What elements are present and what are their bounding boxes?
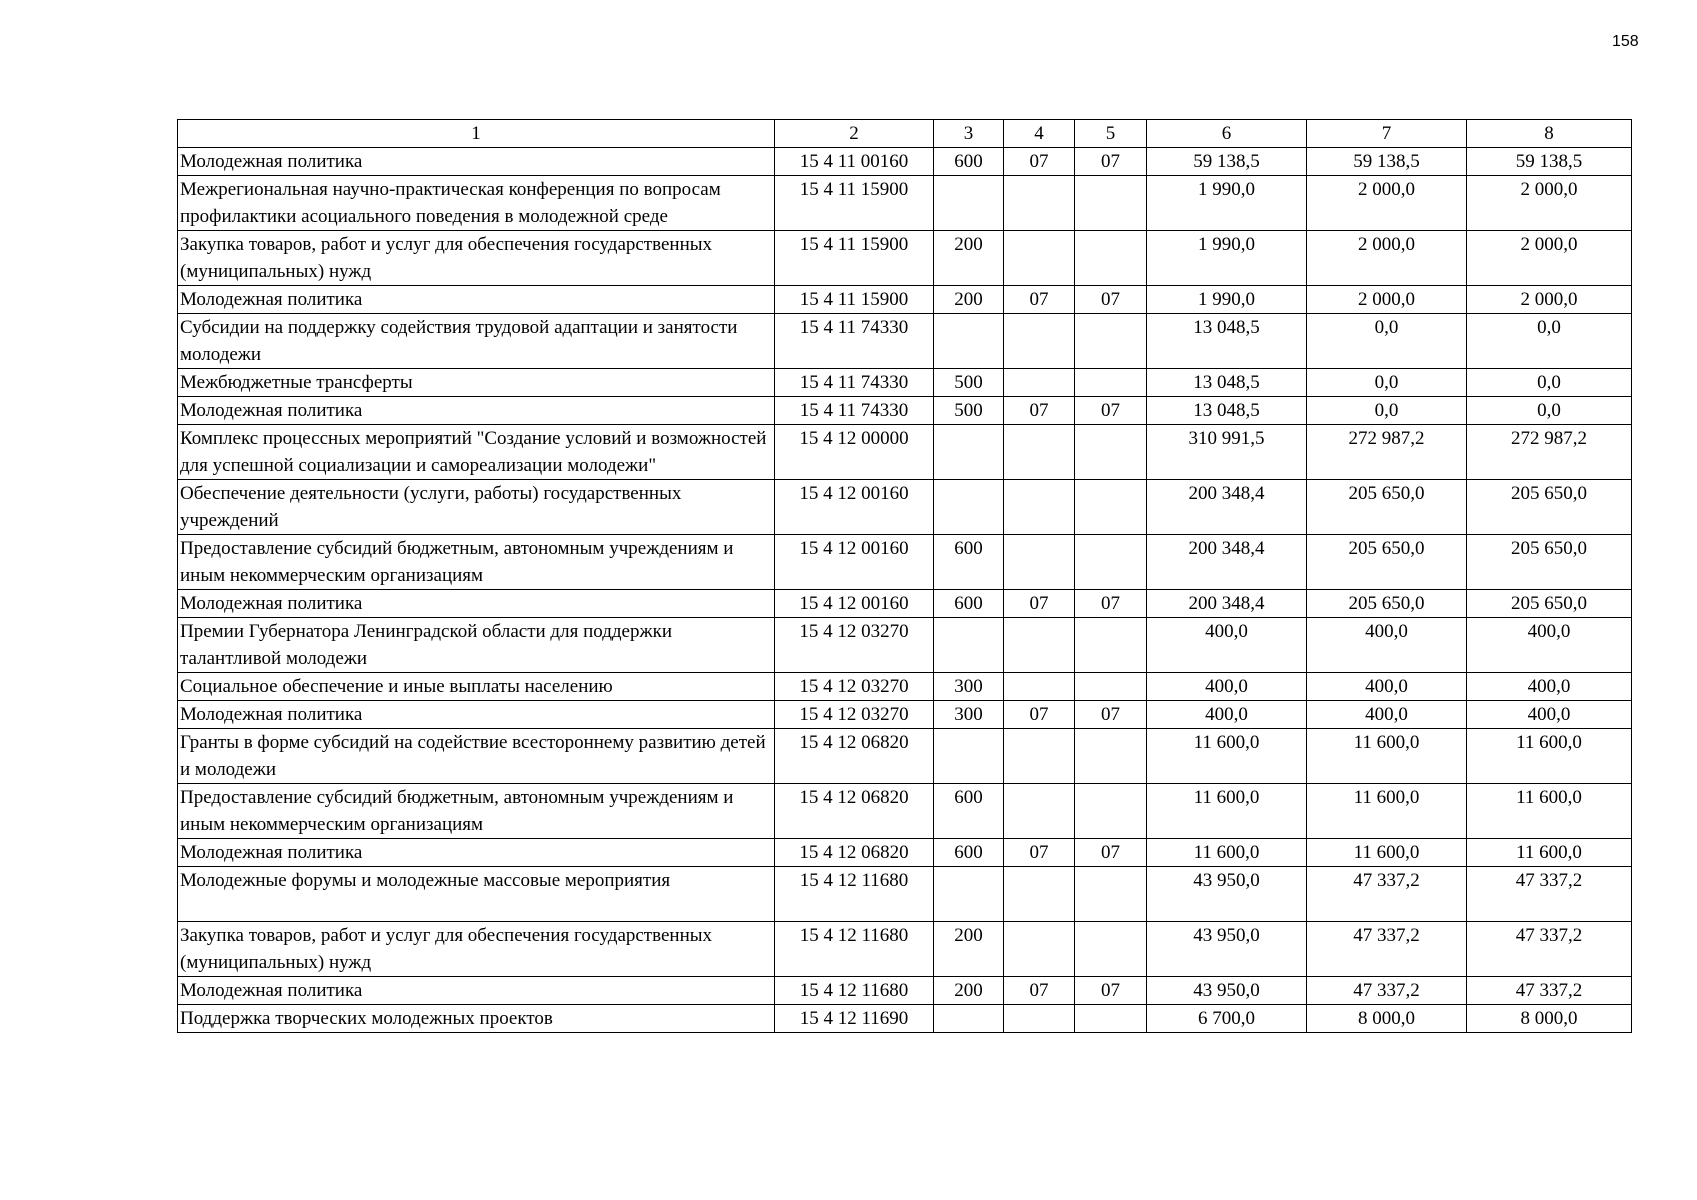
row-code-cell: 15 4 12 06820 <box>775 839 934 867</box>
row-value8-cell: 2 000,0 <box>1467 231 1632 286</box>
row-value8-cell: 11 600,0 <box>1467 839 1632 867</box>
row-code-cell: 15 4 11 00160 <box>775 148 934 176</box>
row-col4-cell <box>1004 231 1075 286</box>
row-col4-cell: 07 <box>1004 590 1075 618</box>
row-value6-cell: 43 950,0 <box>1147 922 1307 977</box>
row-name-cell: Предоставление субсидий бюджетным, автономным учреждениям и иным некоммерческим организациям <box>178 535 775 590</box>
row-col5-cell: 07 <box>1075 701 1147 729</box>
row-col4-cell <box>1004 784 1075 839</box>
row-col3-cell: 500 <box>934 397 1004 425</box>
row-col3-cell <box>934 480 1004 535</box>
row-col4-cell <box>1004 480 1075 535</box>
row-value7-cell: 11 600,0 <box>1307 729 1467 784</box>
row-code-cell: 15 4 11 74330 <box>775 314 934 369</box>
row-col4-cell: 07 <box>1004 977 1075 1005</box>
row-value6-cell: 43 950,0 <box>1147 867 1307 922</box>
row-name-cell: Социальное обеспечение и иные выплаты населению <box>178 673 775 701</box>
table-row <box>178 977 1632 1005</box>
row-code-cell: 15 4 11 15900 <box>775 231 934 286</box>
row-value7-cell: 272 987,2 <box>1307 425 1467 480</box>
row-value7-cell: 0,0 <box>1307 397 1467 425</box>
row-col4-cell <box>1004 535 1075 590</box>
row-value7-cell: 400,0 <box>1307 673 1467 701</box>
row-col4-cell <box>1004 922 1075 977</box>
row-col5-cell <box>1075 673 1147 701</box>
row-value6-cell: 1 990,0 <box>1147 176 1307 231</box>
row-value8-cell: 2 000,0 <box>1467 286 1632 314</box>
row-value6-cell: 13 048,5 <box>1147 397 1307 425</box>
row-value8-cell: 0,0 <box>1467 369 1632 397</box>
row-col5-cell <box>1075 1005 1147 1033</box>
row-col4-cell <box>1004 867 1075 922</box>
row-col4-cell <box>1004 729 1075 784</box>
row-col3-cell: 600 <box>934 784 1004 839</box>
row-col3-cell <box>934 618 1004 673</box>
row-value7-cell: 205 650,0 <box>1307 535 1467 590</box>
row-col4-cell <box>1004 618 1075 673</box>
row-value8-cell: 47 337,2 <box>1467 867 1632 922</box>
row-value7-cell: 47 337,2 <box>1307 922 1467 977</box>
table-row <box>178 867 1632 922</box>
column-header: 2 <box>775 120 934 148</box>
row-code-cell: 15 4 12 11690 <box>775 1005 934 1033</box>
row-col3-cell: 600 <box>934 590 1004 618</box>
row-col3-cell <box>934 867 1004 922</box>
row-name-cell: Молодежная политика <box>178 701 775 729</box>
row-col5-cell <box>1075 535 1147 590</box>
row-col5-cell <box>1075 480 1147 535</box>
row-col5-cell <box>1075 922 1147 977</box>
row-value7-cell: 0,0 <box>1307 314 1467 369</box>
row-name-cell: Гранты в форме субсидий на содействие всестороннему развитию детей и молодежи <box>178 729 775 784</box>
row-col5-cell: 07 <box>1075 839 1147 867</box>
row-value6-cell: 310 991,5 <box>1147 425 1307 480</box>
row-col3-cell: 200 <box>934 922 1004 977</box>
row-col3-cell: 300 <box>934 673 1004 701</box>
row-col5-cell: 07 <box>1075 397 1147 425</box>
table-row <box>178 286 1632 314</box>
row-code-cell: 15 4 11 15900 <box>775 286 934 314</box>
row-value8-cell: 47 337,2 <box>1467 922 1632 977</box>
row-col5-cell: 07 <box>1075 286 1147 314</box>
table-row <box>178 729 1632 784</box>
row-name-cell: Молодежная политика <box>178 397 775 425</box>
row-name-cell: Межрегиональная научно-практическая конференция по вопросам профилактики асоциального поведения в молодежной среде <box>178 176 775 231</box>
row-col3-cell <box>934 314 1004 369</box>
table-row <box>178 701 1632 729</box>
row-col3-cell: 600 <box>934 839 1004 867</box>
row-value6-cell: 11 600,0 <box>1147 839 1307 867</box>
row-col3-cell <box>934 176 1004 231</box>
row-col3-cell: 200 <box>934 977 1004 1005</box>
row-col5-cell: 07 <box>1075 590 1147 618</box>
row-col4-cell: 07 <box>1004 397 1075 425</box>
row-value6-cell: 59 138,5 <box>1147 148 1307 176</box>
row-value6-cell: 200 348,4 <box>1147 480 1307 535</box>
table-row <box>178 784 1632 839</box>
table-row <box>178 618 1632 673</box>
row-col4-cell <box>1004 1005 1075 1033</box>
table-row <box>178 231 1632 286</box>
column-header: 3 <box>934 120 1004 148</box>
column-header: 4 <box>1004 120 1075 148</box>
row-col4-cell: 07 <box>1004 286 1075 314</box>
row-col4-cell <box>1004 314 1075 369</box>
table-row <box>178 397 1632 425</box>
row-value6-cell: 43 950,0 <box>1147 977 1307 1005</box>
row-code-cell: 15 4 12 11680 <box>775 922 934 977</box>
column-header: 7 <box>1307 120 1467 148</box>
row-value7-cell: 2 000,0 <box>1307 231 1467 286</box>
row-value7-cell: 2 000,0 <box>1307 176 1467 231</box>
row-name-cell: Закупка товаров, работ и услуг для обеспечения государственных (муниципальных) нужд <box>178 231 775 286</box>
row-col4-cell <box>1004 176 1075 231</box>
row-value8-cell: 0,0 <box>1467 314 1632 369</box>
row-value8-cell: 2 000,0 <box>1467 176 1632 231</box>
row-value7-cell: 2 000,0 <box>1307 286 1467 314</box>
row-col3-cell: 500 <box>934 369 1004 397</box>
row-value6-cell: 6 700,0 <box>1147 1005 1307 1033</box>
row-value8-cell: 400,0 <box>1467 673 1632 701</box>
row-value6-cell: 11 600,0 <box>1147 729 1307 784</box>
row-code-cell: 15 4 12 03270 <box>775 673 934 701</box>
row-value6-cell: 1 990,0 <box>1147 286 1307 314</box>
row-col3-cell: 600 <box>934 535 1004 590</box>
row-name-cell: Молодежная политика <box>178 286 775 314</box>
row-value8-cell: 205 650,0 <box>1467 480 1632 535</box>
row-col5-cell <box>1075 618 1147 673</box>
row-name-cell: Молодежная политика <box>178 839 775 867</box>
row-name-cell: Молодежные форумы и молодежные массовые мероприятия <box>178 867 775 922</box>
row-col3-cell: 200 <box>934 286 1004 314</box>
row-value6-cell: 200 348,4 <box>1147 535 1307 590</box>
row-value8-cell: 47 337,2 <box>1467 977 1632 1005</box>
row-value8-cell: 400,0 <box>1467 701 1632 729</box>
row-value6-cell: 11 600,0 <box>1147 784 1307 839</box>
row-name-cell: Субсидии на поддержку содействия трудовой адаптации и занятости молодежи <box>178 314 775 369</box>
row-code-cell: 15 4 12 00160 <box>775 535 934 590</box>
table-row <box>178 839 1632 867</box>
row-col5-cell <box>1075 176 1147 231</box>
row-col3-cell: 300 <box>934 701 1004 729</box>
table-row <box>178 369 1632 397</box>
row-col3-cell <box>934 729 1004 784</box>
row-value7-cell: 11 600,0 <box>1307 784 1467 839</box>
row-code-cell: 15 4 12 11680 <box>775 867 934 922</box>
row-code-cell: 15 4 12 00160 <box>775 590 934 618</box>
row-value8-cell: 272 987,2 <box>1467 425 1632 480</box>
table-row <box>178 590 1632 618</box>
row-col5-cell <box>1075 369 1147 397</box>
row-value8-cell: 11 600,0 <box>1467 729 1632 784</box>
page-number: 158 <box>1612 33 1639 50</box>
row-col3-cell: 600 <box>934 148 1004 176</box>
column-header: 6 <box>1147 120 1307 148</box>
table-row <box>178 176 1632 231</box>
row-name-cell: Поддержка творческих молодежных проектов <box>178 1005 775 1033</box>
row-col4-cell: 07 <box>1004 839 1075 867</box>
row-name-cell: Премии Губернатора Ленинградской области для поддержки талантливой молодежи <box>178 618 775 673</box>
table-row <box>178 922 1632 977</box>
row-col5-cell <box>1075 729 1147 784</box>
row-code-cell: 15 4 12 11680 <box>775 977 934 1005</box>
row-value7-cell: 0,0 <box>1307 369 1467 397</box>
row-code-cell: 15 4 11 74330 <box>775 397 934 425</box>
row-col4-cell <box>1004 369 1075 397</box>
row-value7-cell: 59 138,5 <box>1307 148 1467 176</box>
column-header: 5 <box>1075 120 1147 148</box>
row-value8-cell: 11 600,0 <box>1467 784 1632 839</box>
row-col4-cell <box>1004 425 1075 480</box>
row-code-cell: 15 4 11 15900 <box>775 176 934 231</box>
row-value7-cell: 400,0 <box>1307 618 1467 673</box>
row-col5-cell <box>1075 425 1147 480</box>
row-value8-cell: 0,0 <box>1467 397 1632 425</box>
table-body <box>178 148 1632 1033</box>
row-name-cell: Предоставление субсидий бюджетным, автономным учреждениям и иным некоммерческим организациям <box>178 784 775 839</box>
table-row <box>178 535 1632 590</box>
budget-table <box>177 119 1632 1033</box>
row-name-cell: Обеспечение деятельности (услуги, работы) государственных учреждений <box>178 480 775 535</box>
header-row <box>178 120 1632 148</box>
row-code-cell: 15 4 12 06820 <box>775 784 934 839</box>
row-value6-cell: 400,0 <box>1147 618 1307 673</box>
row-value6-cell: 13 048,5 <box>1147 369 1307 397</box>
row-col5-cell: 07 <box>1075 977 1147 1005</box>
row-value7-cell: 47 337,2 <box>1307 867 1467 922</box>
row-value6-cell: 400,0 <box>1147 701 1307 729</box>
row-value6-cell: 1 990,0 <box>1147 231 1307 286</box>
row-value6-cell: 400,0 <box>1147 673 1307 701</box>
row-code-cell: 15 4 12 03270 <box>775 618 934 673</box>
row-name-cell: Молодежная политика <box>178 148 775 176</box>
row-name-cell: Молодежная политика <box>178 590 775 618</box>
row-name-cell: Межбюджетные трансферты <box>178 369 775 397</box>
row-value8-cell: 400,0 <box>1467 618 1632 673</box>
column-header: 8 <box>1467 120 1632 148</box>
table-row <box>178 1005 1632 1033</box>
row-value7-cell: 47 337,2 <box>1307 977 1467 1005</box>
row-col3-cell <box>934 425 1004 480</box>
row-code-cell: 15 4 12 06820 <box>775 729 934 784</box>
row-value7-cell: 8 000,0 <box>1307 1005 1467 1033</box>
row-code-cell: 15 4 12 03270 <box>775 701 934 729</box>
row-value8-cell: 59 138,5 <box>1467 148 1632 176</box>
row-code-cell: 15 4 11 74330 <box>775 369 934 397</box>
row-value7-cell: 205 650,0 <box>1307 480 1467 535</box>
row-col5-cell: 07 <box>1075 148 1147 176</box>
table-row <box>178 425 1632 480</box>
row-col3-cell <box>934 1005 1004 1033</box>
column-header: 1 <box>178 120 775 148</box>
row-value7-cell: 11 600,0 <box>1307 839 1467 867</box>
row-name-cell: Комплекс процессных мероприятий "Создание условий и возможностей для успешной социализации и самореализации молодежи" <box>178 425 775 480</box>
row-value6-cell: 13 048,5 <box>1147 314 1307 369</box>
row-value6-cell: 200 348,4 <box>1147 590 1307 618</box>
table-row <box>178 148 1632 176</box>
row-col3-cell: 200 <box>934 231 1004 286</box>
row-col4-cell: 07 <box>1004 701 1075 729</box>
row-value8-cell: 205 650,0 <box>1467 590 1632 618</box>
row-col5-cell <box>1075 314 1147 369</box>
table-row <box>178 673 1632 701</box>
row-code-cell: 15 4 12 00000 <box>775 425 934 480</box>
table-row <box>178 314 1632 369</box>
row-value8-cell: 205 650,0 <box>1467 535 1632 590</box>
row-name-cell: Закупка товаров, работ и услуг для обеспечения государственных (муниципальных) нужд <box>178 922 775 977</box>
row-value8-cell: 8 000,0 <box>1467 1005 1632 1033</box>
row-col5-cell <box>1075 231 1147 286</box>
row-col5-cell <box>1075 784 1147 839</box>
row-code-cell: 15 4 12 00160 <box>775 480 934 535</box>
row-value7-cell: 205 650,0 <box>1307 590 1467 618</box>
table-row <box>178 480 1632 535</box>
row-col5-cell <box>1075 867 1147 922</box>
row-col4-cell <box>1004 673 1075 701</box>
row-name-cell: Молодежная политика <box>178 977 775 1005</box>
row-value7-cell: 400,0 <box>1307 701 1467 729</box>
row-col4-cell: 07 <box>1004 148 1075 176</box>
